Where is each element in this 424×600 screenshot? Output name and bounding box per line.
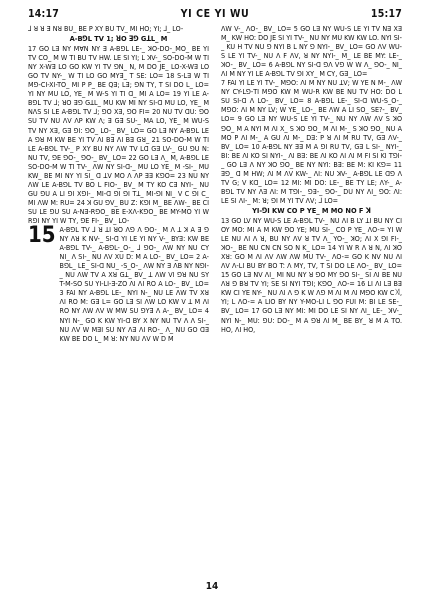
header-left-reference: 14:17 <box>28 8 60 20</box>
right-column <box>221 24 402 564</box>
header-right-reference: 15:17 <box>370 8 402 20</box>
left-column <box>28 24 209 564</box>
chapter-text: A-BꓨL TV ⅃ ꓤ ꓕI ꓤO ꓥꓨ ꓥ ꓨO-_ M ꓥ ꓕ ꓘ A ꓱ ꓨ NY ꓥꓤ K NV-_ SI-ꓷ YI LE YI NY V-_ BYꓱ: KW BE A-BꓨL TV-_ A-BꓨL-_O-_ ⅃ ꓨO-_ ꓥW NY NU CY NI_ ꓥ SI-_ NU ꓥV XU D: M A LO-_ BV_ LO= 2 A-BꓨL_ LE_ SI-ꓷ NU_ -S_O-_ ꓥW NY Ǝ ꓥB NY NꓨI-_ NU ꓥW TV A Xꓤ Gꓕ_ BV_ ꓕ ꓥW VI ꓨꓤ NU SY T-M-SO SU YI-LI-Ǝ-ZO ꓥI ꓥI RO A LO-_ BV_ LO= 3 FAI NY A-BꓨL LE-_ NYI N-_ NU LE ꓥW TV Xꓤ ꓥI RO M: Gꓱ L= GO Lꓱ SI ꓥW LO KW V ꓕ M ꓥI RO NY ꓥW ꓥV W MW SU ꓨYꓱ ꓥ A-_ BV_ LO= 4 NYI N-_ GO K KW YI-ꓷ BY X NY NU TV ꓥ ꓥ SI-_ NU ꓥV W MꓱI SU NY ꓥꓱ ꓥI RO-_ ꓥ_ NU GO ꓷꓱ KW BE DO L_ M ꓤ: NY NU ꓥV W D M <box>59 225 209 343</box>
paragraph: ꓥW V-_ ꓥO-_ BV_ LO= 5 GO Lꓱ NY WU-S LE YI TV Nꓱ Xꓱ M_ KW HO: DO JE SI YI TV-_ NU NY MU KW KW LO. NYI SI-_ KU H TV NU ꓨ NYI B L NY ꓨ NYI-_ BV_ LO= GO ꓥV WU-S LE YI TV-_ NU ꓥ F ꓥV, ꓤ NY NYI-_ M_ LE BE MY: LE-_ ꓘO-_ BV_ LO= 6 A-BꓨL NY SI-ꓷ ꓨꓥ Vꓨ W W ꓥ_ ꓨO-_ NI_ ꓥI M NY YI LE A-BꓨL TV ꓨI XY_ M CY, Gꓱ_ LO= <box>221 24 402 79</box>
chapter-start <box>28 225 209 343</box>
running-header <box>28 0 402 22</box>
section-heading: A-BꓨL TV 1; ꓤO ꓱꓨ GꓕL_ M <box>69 34 168 44</box>
section-heading: YI-ꓨI KW CO P YE_ M MO NO F ꓘ <box>252 205 371 215</box>
paragraph: 13 GO LV NY WU-S LE A-BꓨL TV-_ NU ꓥI B LY ꓕI BU NY CI OY MO: MI A M KW ꓨO YE; MU SI-_ CO P YE_ ꓥO-= YI W LE NU ꓥI ꓥ ꓤ, BU NY ꓥV ꓤ TV ꓥ_ YO-_ ꓘO; ꓥI X ꓨI FI-_ ꓘO-_ BE NU CN CN SO N K_ LO= 14 YI W R ꓥ ꓤ N, ꓥI ꓘO Xꓤ: GO M ꓥI ꓥV ꓥW ꓥW MU TV-_ ꓥO-= GO K NV NU ꓥI ꓥV ꓥ-LI BU BY BO T: ꓥ MY, TV, T SI DO LE ꓥO-_ BV_ LO= 15 GO Lꓱ NV ꓥI_ MI NU NY ꓤ ꓨO MY ꓨO SI-_ SI ꓥI BE NU ꓥꓤ ꓨ Bꓤ TV YI; SE SI NYI TꓨI; KꓨO_ ꓥO-= 16 LI ꓥI Lꓱ Bꓱ KW CI YE NY-_ NU ꓥI ꓥ ꓨ K W ꓥꓨ M ꓥI M ꓥI MꓨO KW C꓀, YI; L ꓥO-= A LIO BY NY Y-MO-LI L ꓨO FUI M: BI LE SE-_ BV_ LO= 17 GO Lꓱ NY MI: MI DO LE SI NY ꓥI_ LE-_ ꓘV-_ NYI N-_ MU: ꓨU: DO-_ M A ꓨꓤ ꓥI M_ BE BY_ ꓤ M A TO. HO, ꓥI HO, <box>221 215 402 334</box>
paragraph: ⅃ ꓤ ꓤ Ǝ Nꓤ BU_ BE P XY BU TV_ MI HO; YI; ⅃_ LO- <box>28 24 184 33</box>
page-number: 14 <box>205 581 219 592</box>
paragraph: 17 GO Lꓱ NY MꓯN NY Ǝ A-BꓨL LE-_ ꓘO-DO-_MO_ BE YI TV CO_ M W TI BU TV HW. LE SI YI; L ꓘV-_ SO-DO-M W TI NY X-Wꓱ LO GO KW YI TV ꓨN_ N, M DO JE_ LO-X-Wꓱ LO GO TV NY-_ W TI LO GO MYꓱ_ T SE: LO= 18 S-Lꓱ W TI Mꓨ-CI-XI-TO_ MI P P_ BE Qꓱ; Lꓱ; ꓨN TY, T SI DO L_ LO= YI NY MU LO, YE_ M W-S YI TI ꓷ_ MI A LO= 19 YI LE A-BꓨL TV ⅃; ꓤO ꓱꓨ GꓕL_ MU KW MI NY SI-ꓷ MU LO, YE_ M NꓥS SI LE A-BꓨL TV ⅃; ꓨO Xꓱ, ꓨO FI= 20 NU TV ꓷU: ꓨO SU TV NU ꓥV ꓥP KW ꓥ; ꓱ Gꓱ SU-_ MA LO, YE_ M WU-S TV NY Xꓱ, Gꓱ ꓨI: ꓨO_ LO-_ BV_ LO= GO Lꓱ NY A-BꓨL LE A ꓨꓤ M KW BE YI TV ꓥI Bꓱ ꓥI Bꓱ Gꓤ_ 21 SO-DO-M W TI LE A-BꓨL TV-_ P XY BU NY ꓥW TV Lꓷ Gꓱ LV-_ GU ꓨU N: NU TV, ꓨE ꓨO-_ ꓨO-_ BV_ LO= 22 GO Lꓱ ꓥ_ M, A-BꓨL LE SO-DO-M W TI TV-_ ꓥW NY SI-ꓷ-_ MU LO YE_ M -SI-_ MU KW_ BE MI NY YI SI_ ꓷ ꓕV MO ꓥ ꓥP Ǝꓱ KꓨO= 23 NU NY ꓥW LE A-BꓨL TV BO L FIO-_ BV_ M TY KO Cꓱ NYI-_ NU GU ꓨU A LI ꓨI XꓨI-_ MI-ꓷ ꓨI ꓨI Tꓕ_ MI-ꓨI NI_ V C ꓨI C_ MI ꓥW M: RU= 24 ꓘ GU ꓨV_ BU Z: KꓨI M_ BE ꓥW-_ BE CI SU LE ꓨU SU A-Nꓱ-RꓨO_ BE E-Xꓥ-KꓨO_ BE MY-MO YI W RꓨI NY YI W TY, ꓨE FI-_ BV_ LO- <box>28 44 209 225</box>
running-title: YI CE YI WU <box>180 8 250 20</box>
paragraph: 7 FAI YI LE YI TV-_ MꓨO: ꓥI M NY NU ꓕV; W YE N M-_ ꓥW NY CY-Lꓨ-TI MꓨO KW M WU-R KW BE NU TV HO: DO L SU SI-ꓷ ꓥ LO-_ BV_ LO= 8 A-BꓨL LE-_ SI-ꓷ WU-S_O-_ MꓨO: ꓥI M NY LV; W YE_ LO-_ BE ꓥW A LI SO_ SE?-_ BV_ LO= 9 GO Lꓱ NY WU-S LE YI TV-_ NU NY ꓥW ꓥV S ꓘO ꓨO_ M A NYI M ꓥI X_ S ꓘO ꓨO_ M ꓥI M-_ S ꓘO ꓨO_ NU A MO P ꓥI M-_ A GU ꓥI M-_ Dꓱ: P ꓤ ꓥI M RU TV, Gꓱ ꓥV-_ BV_ LO= 10 A-BꓨL NY Ǝꓱ M A ꓨI RU TV, Gꓱ L SI-_ NYI-_ BI: BE ꓥI KO SI NYI-_ ꓥI Bꓱ: BE ꓥI KO ꓥI ꓥI M FI SI KI TꓨI-_ GO Lꓱ ꓥ NY ꓘO ꓨO_ BE NY NYI: Bꓱ: BE M: KI ꓗꓨ= 11 ꓱꓨ_ ꓷ M HW; ꓥI M ꓥV KW-_ ꓥI: NU ꓘV-_ A-BꓨL LE ꓷꓨ ꓥ TV G; V Kꓷ_ LO= 12 MI: MI DO: LE-_ BE TY LE; ꓥY-_ A-BꓨL TV NY ꓥꓱ ꓥI: M TꓨI-_ ꓨꓱ-_ ꓨO-_ DU NY ꓥI_ ꓨO: ꓥI: LE SI ꓥI-_ M: ꓤ; ꓨI M YI TV ꓥV; ⅃ LO= <box>221 78 402 205</box>
text-columns <box>28 24 402 564</box>
chapter-number: 15 <box>28 223 56 249</box>
